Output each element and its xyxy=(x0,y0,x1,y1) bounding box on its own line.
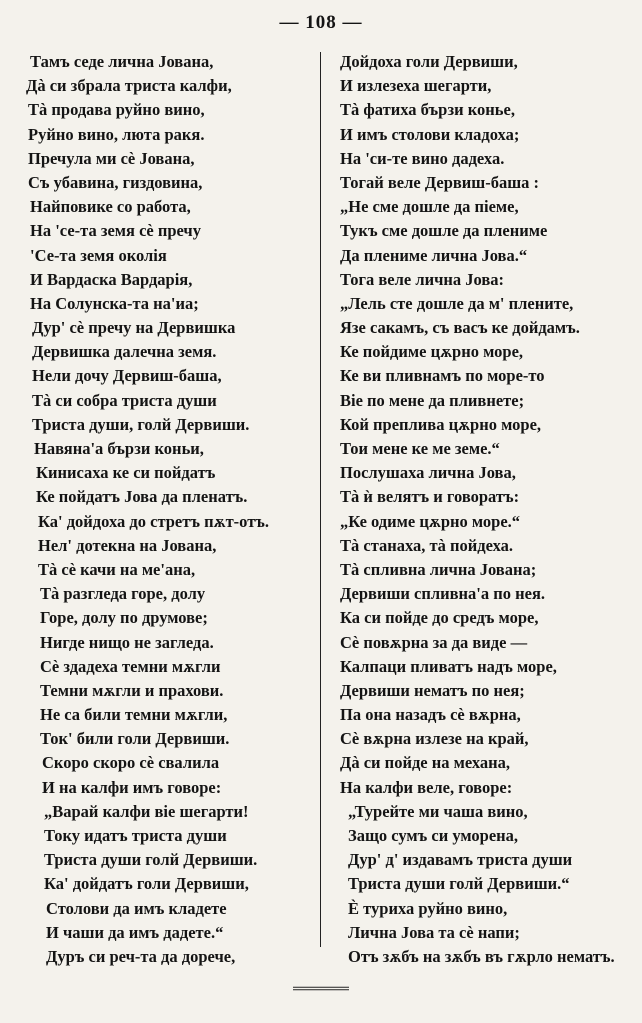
verse-line: Току идатъ триста души xyxy=(44,826,227,845)
verse-line: Дà си збрала триста калфи, xyxy=(26,76,232,96)
verse-line: Дервишка далечна земя. xyxy=(32,342,217,362)
verse-line: Пречула ми сѐ Јована, xyxy=(28,148,195,168)
verse-line: Кой преплива цѫрно море, xyxy=(340,414,542,434)
verse-line: Ка' дойдоха до стретъ пѫт-отъ. xyxy=(38,511,270,531)
verse-line: Нел' дотекна на Јована, xyxy=(38,535,217,555)
verse-line: На 'си-те вино дадеха. xyxy=(340,148,505,168)
verse-line: Ѐ туриха руйно вино, xyxy=(348,898,508,918)
right-column xyxy=(340,50,640,969)
verse-line: Тà си собра триста души xyxy=(32,390,217,410)
verse-line: Темни мѫгли и прахови. xyxy=(40,680,224,700)
verse-line: Ке пойдатъ Јова да пленатъ. xyxy=(36,487,248,507)
verse-line: Дервиши спливна'а по нея. xyxy=(340,584,546,604)
left-column xyxy=(22,50,322,969)
verse-line: И Вардаска Вардарія, xyxy=(30,269,193,289)
verse-line: Триста души, голй Дервиши. xyxy=(32,414,250,434)
verse-line: „Турейте ми чаша вино, xyxy=(348,801,528,821)
verse-line: Тà разгледа горе, долу xyxy=(40,584,206,604)
verse-line: Тои мене ке ме земе.“ xyxy=(340,439,500,458)
verse-line: Калпаци пливатъ надъ море, xyxy=(340,656,557,676)
verse-line: Нели дочу Дервиш-баша, xyxy=(32,366,222,386)
verse-line: Ка' дойдатъ голи Дервиши, xyxy=(44,874,249,894)
verse-line: Скоро скоро сѐ свалила xyxy=(42,753,220,773)
verse-line: Столови да имъ кладете xyxy=(46,898,227,918)
verse-line: И чаши да имъ дадете.“ xyxy=(46,922,224,942)
verse-line: Отъ зѫбъ на зѫбъ въ гѫрло нематъ. xyxy=(348,946,615,966)
verse-line: Да плениме лична Јова.“ xyxy=(340,245,528,265)
verse-line: Віе по мене да пливнете; xyxy=(340,390,525,410)
verse-line: Сѐ здадеха темни мѫгли xyxy=(40,656,221,676)
verse-line: Ке ви пливнамъ по море-то xyxy=(340,366,545,386)
verse-line: Найповике со работа, xyxy=(30,197,191,217)
verse-line: Дà си пойде на механа, xyxy=(340,753,511,773)
verse-line: Тогай веле Дервиш-баша : xyxy=(340,172,540,192)
verse-line: Тà сѐ качи на ме'ана, xyxy=(38,559,196,579)
verse-line: Тà продава руйно вино, xyxy=(28,100,205,120)
verse-line: Съ убавина, гиздовина, xyxy=(28,172,203,192)
verse-line: Тà станаха, тà пойдеха. xyxy=(340,535,514,555)
verse-line: Послушаха лична Јова, xyxy=(340,463,516,483)
verse-line: И на калфи имъ говоре: xyxy=(42,777,222,797)
verse-line: „Ке одиме цѫрно море.“ xyxy=(340,511,521,531)
verse-line: Триста души голй Дервиши.“ xyxy=(348,874,570,894)
verse-line: Сѐ повѫрна за да виде — xyxy=(340,632,528,652)
verse-line: Не са били темни мѫгли, xyxy=(40,705,228,725)
column-divider xyxy=(320,52,321,947)
verse-line: Триста души голй Дервиши. xyxy=(44,850,258,870)
verse-line: Тà фатиха бързи коньe, xyxy=(340,100,515,120)
verse-line: Навяна'а бързи коньи, xyxy=(34,439,204,458)
verse-line: Ка си пойде до средъ море, xyxy=(340,608,539,628)
verse-line: Дуръ си реч-та да дорече, xyxy=(46,946,236,966)
verse-line: Лична Јова та сѐ напи; xyxy=(348,922,520,942)
verse-line: И имъ столови кладоха; xyxy=(340,124,520,144)
verse-line: На Солунска-та на'иа; xyxy=(30,293,199,313)
verse-line: Сѐ вѫрна излезе на край, xyxy=(340,729,529,749)
end-ornament xyxy=(293,986,349,991)
page-number: — 108 — xyxy=(279,12,363,33)
verse-line: Тà ѝ велятъ и говоратъ: xyxy=(340,487,520,507)
verse-line: Руйно вино, люта ракя. xyxy=(28,124,205,144)
verse-line: И излезеха шегарти, xyxy=(340,76,492,96)
verse-line: Тога веле лична Јова: xyxy=(340,269,505,289)
verse-line: Тукъ сме дошле да плениме xyxy=(340,221,548,241)
verse-line: Дур' д' издавамъ триста души xyxy=(348,850,573,870)
verse-line: Тà спливна лична Јована; xyxy=(340,559,537,579)
verse-line: „Не сме дошле да піеме, xyxy=(340,197,519,217)
verse-line: Кинисаха ке си пойдатъ xyxy=(36,463,216,483)
verse-line: „Лель сте дошле да м' плените, xyxy=(340,293,574,313)
verse-line: Ток' били голи Дервиши. xyxy=(40,729,230,749)
verse-line: Дур' сѐ пречу на Дервишка xyxy=(32,318,236,338)
verse-line: Тамъ седе лична Јована, xyxy=(30,52,214,71)
verse-line: Па она назадъ сѐ вѫрна, xyxy=(340,705,521,725)
verse-line: Ке пойдиме цѫрно море, xyxy=(340,342,524,362)
verse-line: „Варай калфи віе шегарти! xyxy=(44,801,249,821)
verse-line: Защо сумъ си уморена, xyxy=(348,826,519,845)
verse-line: Дервиши нематъ по нея; xyxy=(340,680,525,700)
verse-line: Нигде нищо не загледа. xyxy=(40,632,214,652)
verse-line: На калфи веле, говоре: xyxy=(340,777,513,797)
verse-line: Горе, долу по друмове; xyxy=(40,608,208,628)
verse-line: На 'се-та земя сѐ пречу xyxy=(30,221,201,241)
verse-line: Язе сакамъ, съ васъ ке дойдамъ. xyxy=(340,318,580,338)
verse-line: Дойдоха голи Дервиши, xyxy=(340,52,518,71)
verse-line: 'Се-та земя околія xyxy=(30,245,167,265)
